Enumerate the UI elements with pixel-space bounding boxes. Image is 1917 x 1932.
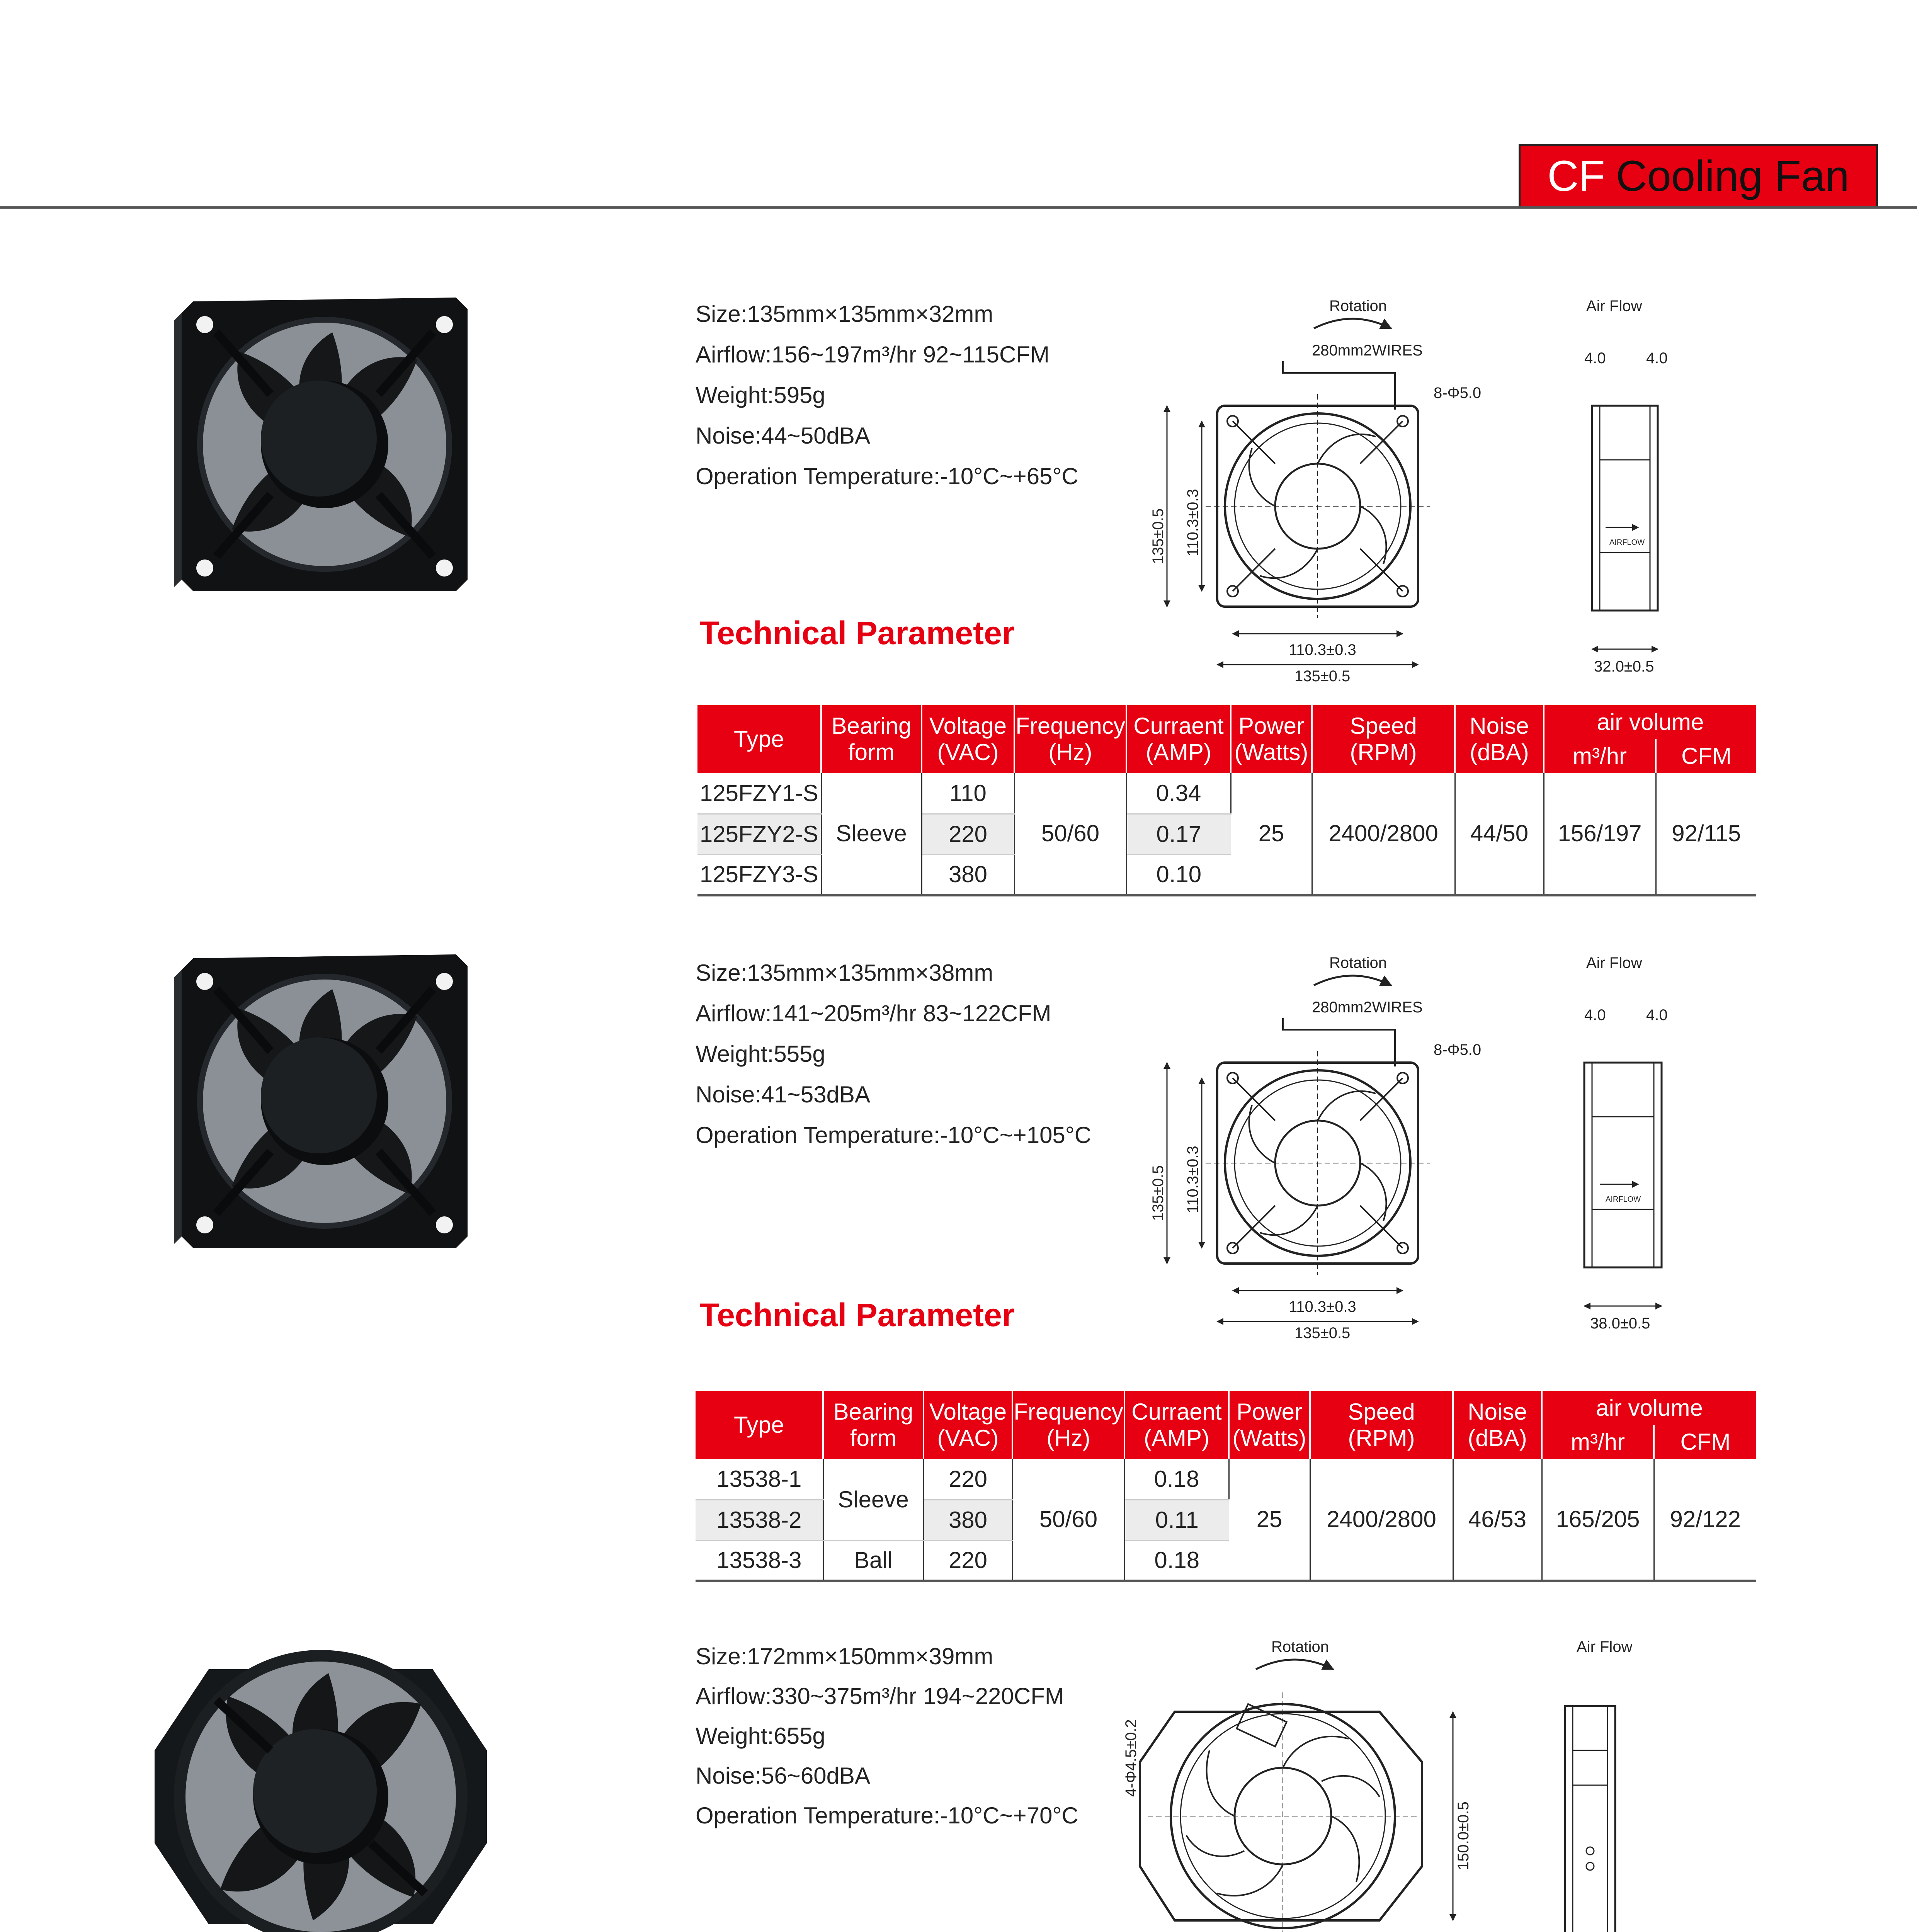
dimension-drawing-3 [1113,1634,1692,1932]
spec-weight: Weight:555g [696,1041,825,1067]
label-wires: 280mm2WIRES [1312,999,1423,1016]
th-m3hr: m³/hr [1542,1425,1654,1459]
dim-gap-l: 4.0 [1584,350,1606,367]
cell-m3hr: 165/205 [1542,1459,1654,1581]
spec-size: Size:172mm×150mm×39mm [696,1643,993,1669]
cell-bearing: Sleeve [821,773,922,895]
dim-gap-r: 4.0 [1646,1007,1668,1024]
th-voltage: Voltage (VAC) [922,705,1014,773]
th-current: Curraent (AMP) [1126,705,1231,773]
dim-inner-h: 110.3±0.3 [1289,1298,1356,1315]
spec-list-2 [696,952,1091,1155]
cell-type: 125FZY1-S [697,773,821,814]
fan-photo-1 [170,286,479,595]
label-rotation: Rotation [1329,298,1387,315]
spec-weight: Weight:595g [696,382,825,408]
dim-round-height: 150.0±0.5 [1455,1801,1472,1870]
title-brand: CF [1547,152,1605,200]
cell-cfm: 92/122 [1654,1459,1756,1581]
cell-noise: 46/53 [1453,1459,1542,1581]
spec-noise: Noise:41~53dBA [696,1082,870,1107]
dim-outer-v: 135±0.5 [1150,1165,1167,1221]
cell-current: 0.18 [1124,1540,1229,1581]
label-rotation: Rotation [1271,1638,1329,1655]
cell-type: 125FZY3-S [697,854,821,895]
cell-voltage: 380 [922,854,1014,895]
label-wires: 280mm2WIRES [1312,342,1423,359]
th-cfm: CFM [1654,1425,1756,1459]
label-rotation: Rotation [1329,954,1387,971]
th-m3hr: m³/hr [1544,739,1656,773]
th-noise: Noise (dBA) [1455,705,1544,773]
fan-photo-2 [170,943,479,1252]
th-cfm: CFM [1656,739,1756,773]
spec-temperature: Operation Temperature:-10°C~+70°C [696,1803,1078,1828]
cell-cfm: 92/115 [1656,773,1756,895]
header-rule [0,206,1917,209]
title-text: Cooling Fan [1616,152,1849,200]
label-airflow: Air Flow [1577,1638,1633,1655]
th-bearing: Bearing form [823,1391,924,1459]
spec-noise: Noise:44~50dBA [696,423,870,449]
cell-type: 13538-3 [696,1540,823,1581]
cell-current: 0.17 [1126,814,1231,854]
spec-airflow: Airflow:156~197m³/hr 92~115CFM [696,342,1050,367]
param-table-1 [697,705,1756,896]
cell-type: 125FZY2-S [697,814,821,854]
cell-voltage: 220 [924,1459,1012,1500]
cell-voltage: 220 [924,1540,1012,1581]
tag-airflow: AIRFLOW [1609,538,1645,547]
label-airflow: Air Flow [1586,298,1642,315]
cell-power: 25 [1229,1459,1310,1581]
dim-outer-h: 135±0.5 [1294,668,1351,685]
th-power: Power (Watts) [1229,1391,1310,1459]
spec-airflow: Airflow:330~375m³/hr 194~220CFM [696,1683,1064,1709]
cell-type: 13538-2 [696,1500,823,1540]
th-speed: Speed (RPM) [1310,1391,1453,1459]
label-holes: 8-Φ5.0 [1434,384,1482,401]
th-air-volume: air volume [1544,705,1756,739]
spec-size: Size:135mm×135mm×38mm [696,960,993,986]
th-type: Type [696,1391,823,1459]
dim-gap-r: 4.0 [1646,350,1668,367]
dimension-drawing-1 [1136,294,1696,688]
cell-voltage: 220 [922,814,1014,854]
spec-airflow: Airflow:141~205m³/hr 83~122CFM [696,1000,1051,1026]
cell-current: 0.11 [1124,1500,1229,1540]
label-holes: 8-Φ5.0 [1434,1041,1482,1058]
th-type: Type [697,705,821,773]
table-row [697,773,1756,814]
spec-temperature: Operation Temperature:-10°C~+65°C [696,463,1078,489]
cell-speed: 2400/2800 [1312,773,1455,895]
section-title-1: Technical Parameter [699,615,1015,651]
param-table-2 [696,1391,1756,1582]
dim-outer-v: 135±0.5 [1150,508,1167,564]
spec-list-3 [696,1636,1078,1835]
dim-inner-h: 110.3±0.3 [1289,641,1356,658]
th-current: Curraent (AMP) [1124,1391,1229,1459]
th-noise: Noise (dBA) [1453,1391,1542,1459]
cell-voltage: 380 [924,1500,1012,1540]
dim-depth-1: 32.0±0.5 [1594,658,1654,675]
th-voltage: Voltage (VAC) [924,1391,1012,1459]
cell-noise: 44/50 [1455,773,1544,895]
spec-noise: Noise:56~60dBA [696,1763,870,1789]
spec-size: Size:135mm×135mm×32mm [696,301,993,327]
th-frequency: Frequency (Hz) [1014,705,1126,773]
cell-current: 0.18 [1124,1459,1229,1500]
cell-speed: 2400/2800 [1310,1459,1453,1581]
cell-bearing: Sleeve [823,1459,924,1540]
th-bearing: Bearing form [821,705,922,773]
page-title-banner [1519,144,1878,206]
fan-photo-3 [147,1623,495,1932]
spec-temperature: Operation Temperature:-10°C~+105°C [696,1122,1092,1148]
spec-weight: Weight:655g [696,1723,825,1749]
section-title-2: Technical Parameter [699,1297,1015,1333]
dim-depth-2: 38.0±0.5 [1590,1315,1650,1332]
cell-current: 0.10 [1126,854,1231,895]
th-speed: Speed (RPM) [1312,705,1455,773]
label-airflow: Air Flow [1586,954,1642,971]
dim-inner-v: 110.3±0.3 [1184,1146,1201,1213]
cell-m3hr: 156/197 [1544,773,1656,895]
tag-airflow: AIRFLOW [1606,1195,1641,1204]
spec-list-1 [696,294,1078,497]
dim-gap-l: 4.0 [1584,1007,1606,1024]
cell-frequency: 50/60 [1014,773,1126,895]
th-power: Power (Watts) [1231,705,1312,773]
cell-bearing: Ball [823,1540,924,1581]
table-row [696,1459,1756,1500]
dim-inner-v: 110.3±0.3 [1184,489,1201,556]
cell-type: 13538-1 [696,1459,823,1500]
cell-current: 0.34 [1126,773,1231,814]
cell-frequency: 50/60 [1012,1459,1124,1581]
dimension-drawing-2 [1136,951,1696,1345]
th-frequency: Frequency (Hz) [1012,1391,1124,1459]
dim-outer-h: 135±0.5 [1294,1325,1351,1342]
cell-power: 25 [1231,773,1312,895]
th-air-volume: air volume [1542,1391,1756,1425]
dim-round-holes: 4-Φ4.5±0.2 [1123,1719,1140,1797]
cell-voltage: 110 [922,773,1014,814]
